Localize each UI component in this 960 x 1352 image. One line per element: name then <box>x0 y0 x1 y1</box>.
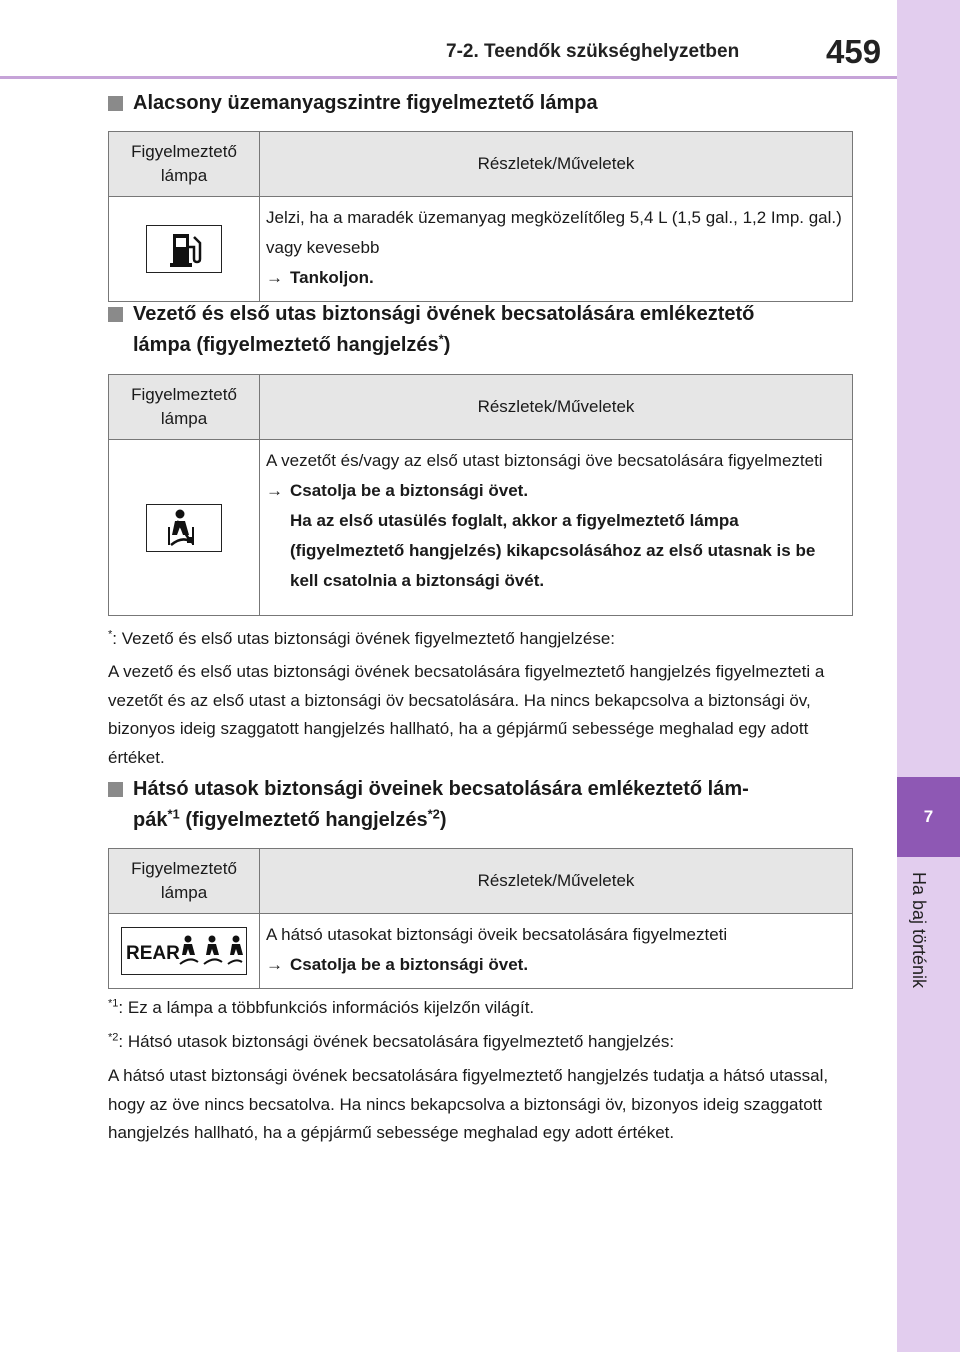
action-detail-text: Ha az első utasülés foglalt, akkor a figyelmeztető lámpa (figyelmeztető hangjelzés) kikapcsolásához az első utasnak is be kell csatolnia a biztonsági övét. <box>290 511 816 590</box>
arrow-icon: → <box>266 268 283 287</box>
action-block <box>290 476 846 596</box>
footnote-2: $^{*2}$: Hátsó utasok biztonsági övének becsatolására figyelmeztető hangjelzés: <box>108 1031 675 1051</box>
section-heading-line2: lámpa (figyelmeztető hangjelzés*) <box>133 331 451 356</box>
description-text: A hátsó utasokat biztonsági öveik becsatolására figyelmezteti <box>266 925 728 944</box>
paragraph-rear-seatbelt: A hátsó utast biztonsági övének becsatolására figyelmeztető hangjelzés tudatja a hátsó utassal, hogy az öve nincs becsatolva. Ha nincs bekapcsolva a biztonsági öv, bizonyos ideig szaggatott hangjelzés hallható, ha a gépjármű sebessége meghalad egy adott értéket. <box>108 1066 829 1143</box>
bullet-square <box>108 782 123 797</box>
action-line <box>266 476 846 596</box>
column-header-lamp: Figyelmeztető lámpa <box>109 849 260 914</box>
description-text: A vezetőt és/vagy az első utast biztonsági öve becsatolására figyelmezteti <box>266 451 823 470</box>
section-heading-line1: Vezető és első utas biztonsági övének becsatolására emlékeztető <box>133 303 755 325</box>
footnote-star: *: Vezető és első utas biztonsági övének figyelmeztető hangjelzése: <box>108 628 616 648</box>
section-heading-front-seatbelt <box>108 299 754 361</box>
warning-table-low-fuel <box>108 131 853 302</box>
page-number: 459 <box>826 33 882 70</box>
action-text: Csatolja be a biztonsági övet. <box>290 955 529 974</box>
section-heading-line1: Hátsó utasok biztonsági öveinek becsatolására emlékeztető lám- <box>133 778 749 800</box>
column-header-lamp: Figyelmeztető lámpa <box>109 132 260 197</box>
header-rule <box>0 76 897 79</box>
bullet-square <box>108 96 123 111</box>
action-text: Csatolja be a biztonsági övet. <box>290 481 529 500</box>
footnote-1: $^{*1}$: Ez a lámpa a többfunkciós információs kijelzőn világít. <box>108 997 535 1017</box>
column-header-details: Részletek/Műveletek <box>260 375 853 440</box>
paragraph-front-seatbelt: A vezető és első utas biztonsági övének becsatolására figyelmeztető hangjelzés figyelmezteti a vezetőt és az első utast a biztonsági öv becsatolására. Ha nincs bekapcsolva a biztonsági öv, bizonyos ideig szaggatott hangjelzés hallható, ha a gépjármű sebessége meghalad egy adott értéket. <box>108 662 825 768</box>
action-line <box>266 263 846 293</box>
arrow-icon: → <box>266 955 283 974</box>
action-line <box>266 950 846 980</box>
arrow-icon: → <box>266 481 283 500</box>
rear-icon-label: REAR <box>126 943 180 964</box>
chapter-number: 7 <box>897 777 960 857</box>
rear-seatbelt-reminder-icon <box>121 927 247 975</box>
column-header-details: Részletek/Műveletek <box>260 132 853 197</box>
section-heading-low-fuel <box>108 88 598 119</box>
section-heading-text: Alacsony üzemanyagszintre figyelmeztető lámpa <box>133 92 598 114</box>
details-cell <box>260 440 853 616</box>
details-cell <box>260 914 853 989</box>
action-text: Tankoljon. <box>290 268 374 287</box>
lamp-cell <box>109 197 260 302</box>
section-title: 7-2. Teendők szükséghelyzetben <box>446 41 740 62</box>
warning-table-front-seatbelt <box>108 374 853 616</box>
lamp-cell <box>109 440 260 616</box>
section-heading-rear-seatbelt <box>108 774 749 836</box>
chapter-title: Ha baj történik <box>909 872 929 989</box>
chapter-side-tab <box>897 0 960 1352</box>
column-header-lamp: Figyelmeztető lámpa <box>109 375 260 440</box>
fuel-pump-icon <box>146 225 222 273</box>
seatbelt-reminder-icon <box>146 504 222 552</box>
section-heading-line2: pák$^{*1}$ (figyelmeztető hangjelzés$^{*2}$) <box>133 806 447 831</box>
column-header-details: Részletek/Műveletek <box>260 849 853 914</box>
details-cell <box>260 197 853 302</box>
lamp-cell <box>109 914 260 989</box>
warning-table-rear-seatbelt <box>108 848 853 989</box>
bullet-square <box>108 307 123 322</box>
description-text: Jelzi, ha a maradék üzemanyag megközelítőleg 5,4 L (1,5 gal., 1,2 Imp. gal.) vagy kevesebb <box>266 208 842 257</box>
